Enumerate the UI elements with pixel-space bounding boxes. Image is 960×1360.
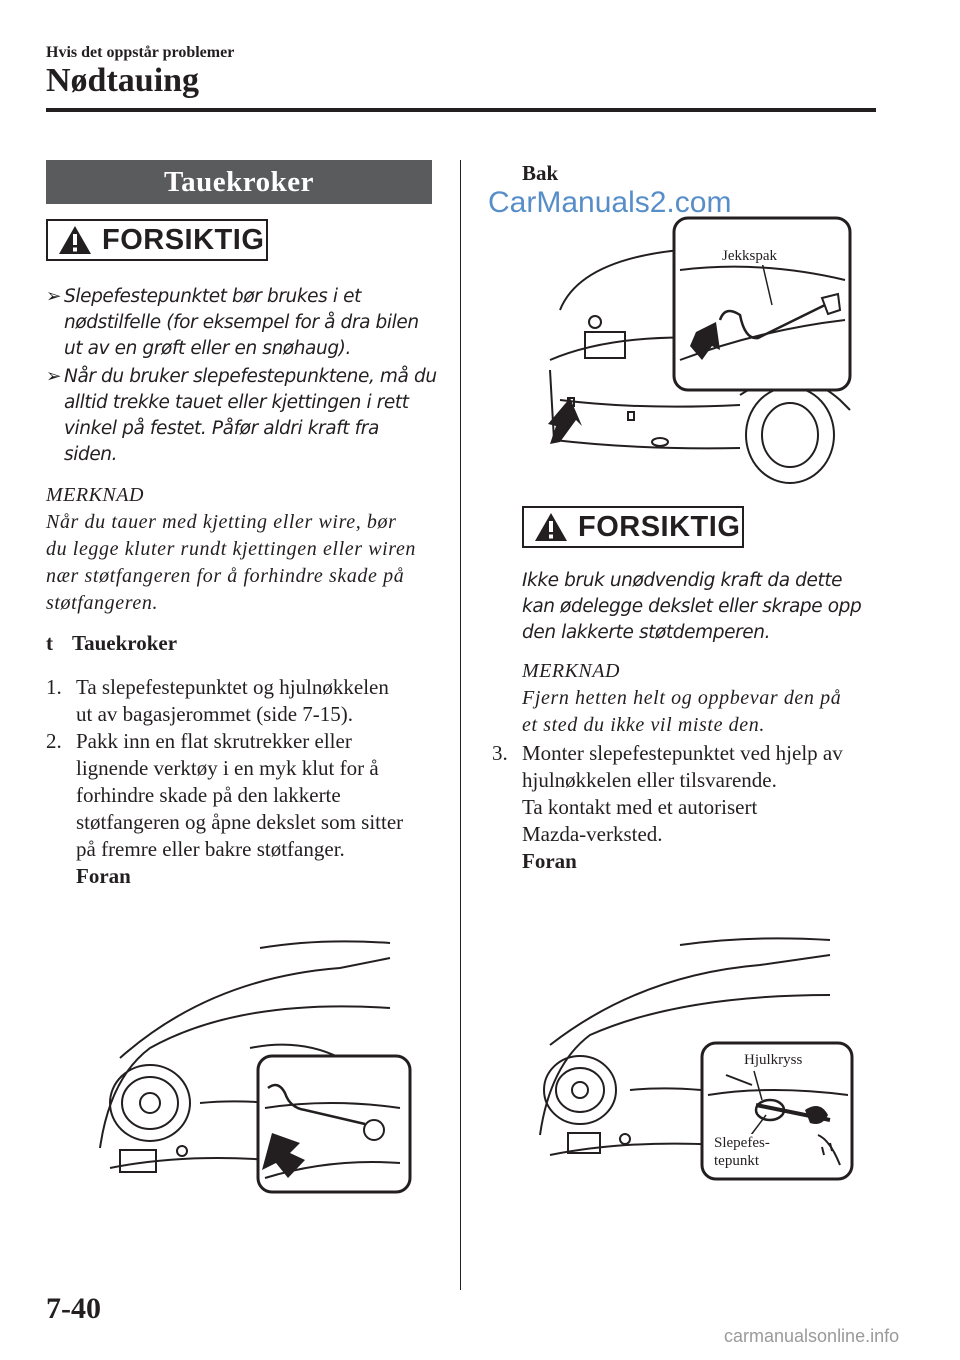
step-item: 2. Pakk inn en flat skrutrekker eller lignende verktøy i en myk klut for å forhindre skade på den lakkerte støtfangeren og åpne dekslet som sitter på fremre eller bakre støtfanger. Foran [46,729,404,888]
figure-label-jack-lever: Jekkspak [722,248,777,264]
caution-text: Ikke bruk unødvendig kraft da dette kan ødelegge dekslet eller skrape opp den lakkerte støtdemperen. [522,570,862,643]
page-title: Nødtauing [46,62,200,99]
caution-box [522,506,744,548]
figure-label-wheel-wrench: Hjulkryss [744,1052,803,1068]
caution-label: FORSIKTIG [578,510,741,543]
column-divider [460,160,461,1290]
subsection-marker: t [46,631,53,655]
bullet-arrow-icon: ➢ [46,286,62,307]
caution-label: FORSIKTIG [102,223,265,256]
step-item: 1. Ta slepefestepunktet og hjulnøkkelen ut av bagasjerommet (side 7-15). [46,675,389,726]
caution-item: ➢ Slepefestepunktet bør brukes i et nødstilfelle (for eksempel for å dra bilen ut av en grøft eller en snøhaug). [46,284,446,362]
steps-list [46,674,446,890]
note-title: MERKNAD [522,660,620,682]
watermark-bottom: carmanualsonline.info [724,1326,900,1346]
rear-label: Bak [522,161,559,185]
caution-box [46,219,268,261]
warning-icon [58,225,92,255]
step-item: 3. Monter slepefestepunktet ved hjelp av hjulnøkkelen eller tilsvarende. Ta kontakt med et autorisert Mazda-verksted. Foran [492,741,843,873]
caution-list [46,284,446,470]
figure-label-towing-hook: Slepefes- tepunkt [714,1135,770,1169]
caution-item: ➢ Når du bruker slepefestepunktene, må du alltid trekke tauet eller kjettingen i rett vinkel på festet. Påfør aldri kraft fra siden. [46,364,446,468]
note-text: Fjern hetten helt og oppbevar den på et sted du ikke vil miste den. [522,687,842,736]
bullet-arrow-icon: ➢ [46,366,62,387]
towing-hook-installation-illustration [530,935,860,1185]
subsection-heading: t Tauekroker [46,631,178,655]
watermark-top: CarManuals2.com [488,186,732,219]
note-text: Når du tauer med kjetting eller wire, bør du legge kluter rundt kjettingen eller wiren nær støtfangeren for å forhindre skade på støtfangeren. [46,511,417,614]
page-number: 7-40 [46,1292,101,1325]
rear-bumper-cover-illustration [540,210,856,486]
warning-icon [534,512,568,542]
front-bumper-cover-illustration [90,938,420,1198]
front-label: Foran [76,864,131,888]
front-label: Foran [522,849,577,873]
header-rule [46,108,876,112]
note-title: MERKNAD [46,484,144,506]
running-header: Hvis det oppstår problemer [46,44,235,61]
section-heading: Tauekroker [46,160,432,204]
